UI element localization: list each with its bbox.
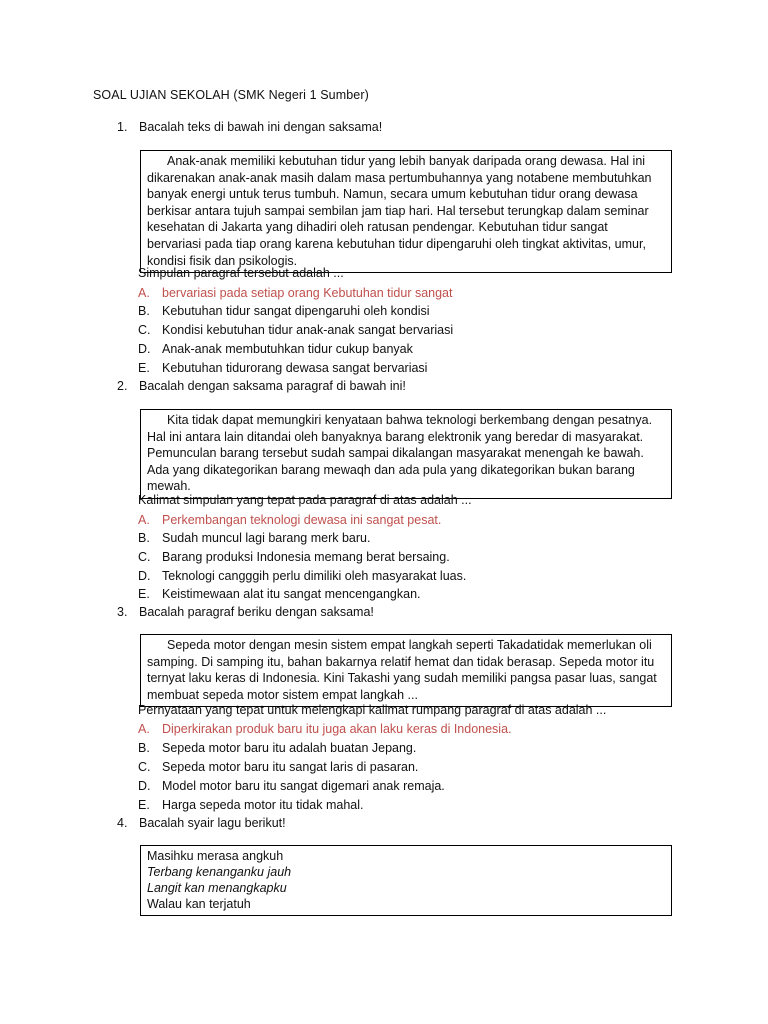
option-letter: B. bbox=[138, 531, 150, 545]
question-instruction: Bacalah paragraf beriku dengan saksama! bbox=[139, 605, 374, 619]
option-letter: D. bbox=[138, 342, 151, 356]
option-letter: A. bbox=[138, 286, 150, 300]
question-3-option-e[interactable] bbox=[138, 798, 364, 812]
exam-title: SOAL UJIAN SEKOLAH (SMK Negeri 1 Sumber) bbox=[93, 88, 369, 102]
question-2-option-b[interactable] bbox=[138, 531, 370, 545]
question-3-stem: Pernyataan yang tepat untuk melengkapi kalimat rumpang paragraf di atas adalah ... bbox=[138, 703, 607, 717]
option-text: Sepeda motor baru itu adalah buatan Jepang. bbox=[162, 741, 417, 755]
poem-line: Masihku merasa angkuh bbox=[147, 849, 284, 863]
question-3-option-d[interactable] bbox=[138, 779, 445, 793]
question-1-passage-box bbox=[140, 150, 672, 273]
question-3-option-a[interactable] bbox=[138, 722, 512, 736]
option-text: Kebutuhan tidur sangat dipengaruhi oleh kondisi bbox=[162, 304, 430, 318]
option-letter: E. bbox=[138, 587, 150, 601]
option-text: Sudah muncul lagi barang merk baru. bbox=[162, 531, 371, 545]
question-2-option-a[interactable] bbox=[138, 513, 441, 527]
question-1-option-a[interactable] bbox=[138, 286, 452, 300]
option-letter: C. bbox=[138, 760, 151, 774]
passage-text: Sepeda motor dengan mesin sistem empat langkah seperti Takadatidak memerlukan oli samping. Di samping itu, bahan bakarnya relatif hemat dan tidak berasap. Sepeda motor itu ternyat laku keras di Indonesia. Kini Takashi yang sudah memiliki pangsa pasar luas, sangat membuat sepeda motor sistem empat langkah ... bbox=[147, 638, 657, 702]
option-text: Anak-anak membutuhkan tidur cukup banyak bbox=[162, 342, 413, 356]
question-3-passage-box bbox=[140, 634, 672, 707]
question-2-stem: Kalimat simpulan yang tepat pada paragraf di atas adalah ... bbox=[138, 493, 472, 507]
option-text: Keistimewaan alat itu sangat mencengangkan. bbox=[162, 587, 421, 601]
question-2-option-e[interactable] bbox=[138, 587, 421, 601]
option-text: Teknologi cangggih perlu dimiliki oleh masyarakat luas. bbox=[162, 569, 467, 583]
option-letter: C. bbox=[138, 323, 151, 337]
question-3-option-c[interactable] bbox=[138, 760, 418, 774]
option-letter: B. bbox=[138, 741, 150, 755]
option-letter: A. bbox=[138, 513, 150, 527]
option-text: Perkembangan teknologi dewasa ini sangat pesat. bbox=[162, 513, 442, 527]
question-1-option-c[interactable] bbox=[138, 323, 453, 337]
question-number: 4. bbox=[117, 816, 128, 830]
question-number: 2. bbox=[117, 379, 128, 393]
question-2-option-c[interactable] bbox=[138, 550, 450, 564]
option-text: Harga sepeda motor itu tidak mahal. bbox=[162, 798, 364, 812]
question-instruction: Bacalah teks di bawah ini dengan saksama! bbox=[139, 120, 383, 134]
option-text: Model motor baru itu sangat digemari anak remaja. bbox=[162, 779, 445, 793]
question-3-option-b[interactable] bbox=[138, 741, 416, 755]
poem-line: Langit kan menangkapku bbox=[147, 881, 287, 895]
option-letter: B. bbox=[138, 304, 150, 318]
question-number: 1. bbox=[117, 120, 128, 134]
passage-text: Anak-anak memiliki kebutuhan tidur yang lebih banyak daripada orang dewasa. Hal ini dikarenakan anak-anak masih dalam masa pertumbuhannya yang notabene membutuhkan banyak energi untuk terus tumbuh. Namun, secara umum kebutuhan tidur orang dewasa berkisar antara tujuh sampai sembilan jam tiap hari. Hal tersebut terungkap dalam seminar kesehatan di Jakarta yang dihadiri oleh ratusan pendengar. Kebutuhan tidur sangat bervariasi pada tiap orang karena kebutuhan tidur dipengaruhi oleh tingkat aktivitas, umur, kondisi fisik dan psikologis. bbox=[147, 154, 652, 268]
option-letter: E. bbox=[138, 798, 150, 812]
option-text: Diperkirakan produk baru itu juga akan laku keras di Indonesia. bbox=[162, 722, 512, 736]
option-text: Sepeda motor baru itu sangat laris di pasaran. bbox=[162, 760, 419, 774]
poem-line: Walau kan terjatuh bbox=[147, 897, 251, 911]
poem-line: Terbang kenanganku jauh bbox=[147, 865, 292, 879]
question-2-passage-box bbox=[140, 409, 672, 499]
option-text: Barang produksi Indonesia memang berat bersaing. bbox=[162, 550, 450, 564]
question-1-option-b[interactable] bbox=[138, 304, 430, 318]
option-letter: E. bbox=[138, 361, 150, 375]
question-instruction: Bacalah dengan saksama paragraf di bawah ini! bbox=[139, 379, 406, 393]
option-text: bervariasi pada setiap orang Kebutuhan tidur sangat bbox=[162, 286, 453, 300]
question-4-poem-box bbox=[140, 845, 672, 916]
option-letter: A. bbox=[138, 722, 150, 736]
question-1-option-e[interactable] bbox=[138, 361, 427, 375]
option-letter: D. bbox=[138, 569, 151, 583]
option-text: Kebutuhan tidurorang dewasa sangat bervariasi bbox=[162, 361, 428, 375]
option-letter: C. bbox=[138, 550, 151, 564]
question-1-stem: Simpulan paragraf tersebut adalah ... bbox=[138, 266, 344, 280]
option-letter: D. bbox=[138, 779, 151, 793]
option-text: Kondisi kebutuhan tidur anak-anak sangat bervariasi bbox=[162, 323, 454, 337]
passage-text: Kita tidak dapat memungkiri kenyataan bahwa teknologi berkembang dengan pesatnya. Hal ini antara lain ditandai oleh banyaknya barang elektronik yang beredar di masyarakat. Pemunculan barang tersebut sudah sampai dikalangan masyarakat menengah ke bawah. Ada yang dikategorikan barang mewaqh dan ada pula yang dikategorikan bukan barang mewah. bbox=[147, 413, 653, 494]
question-2-option-d[interactable] bbox=[138, 569, 466, 583]
question-number: 3. bbox=[117, 605, 128, 619]
question-1-option-d[interactable] bbox=[138, 342, 413, 356]
question-instruction: Bacalah syair lagu berikut! bbox=[139, 816, 286, 830]
